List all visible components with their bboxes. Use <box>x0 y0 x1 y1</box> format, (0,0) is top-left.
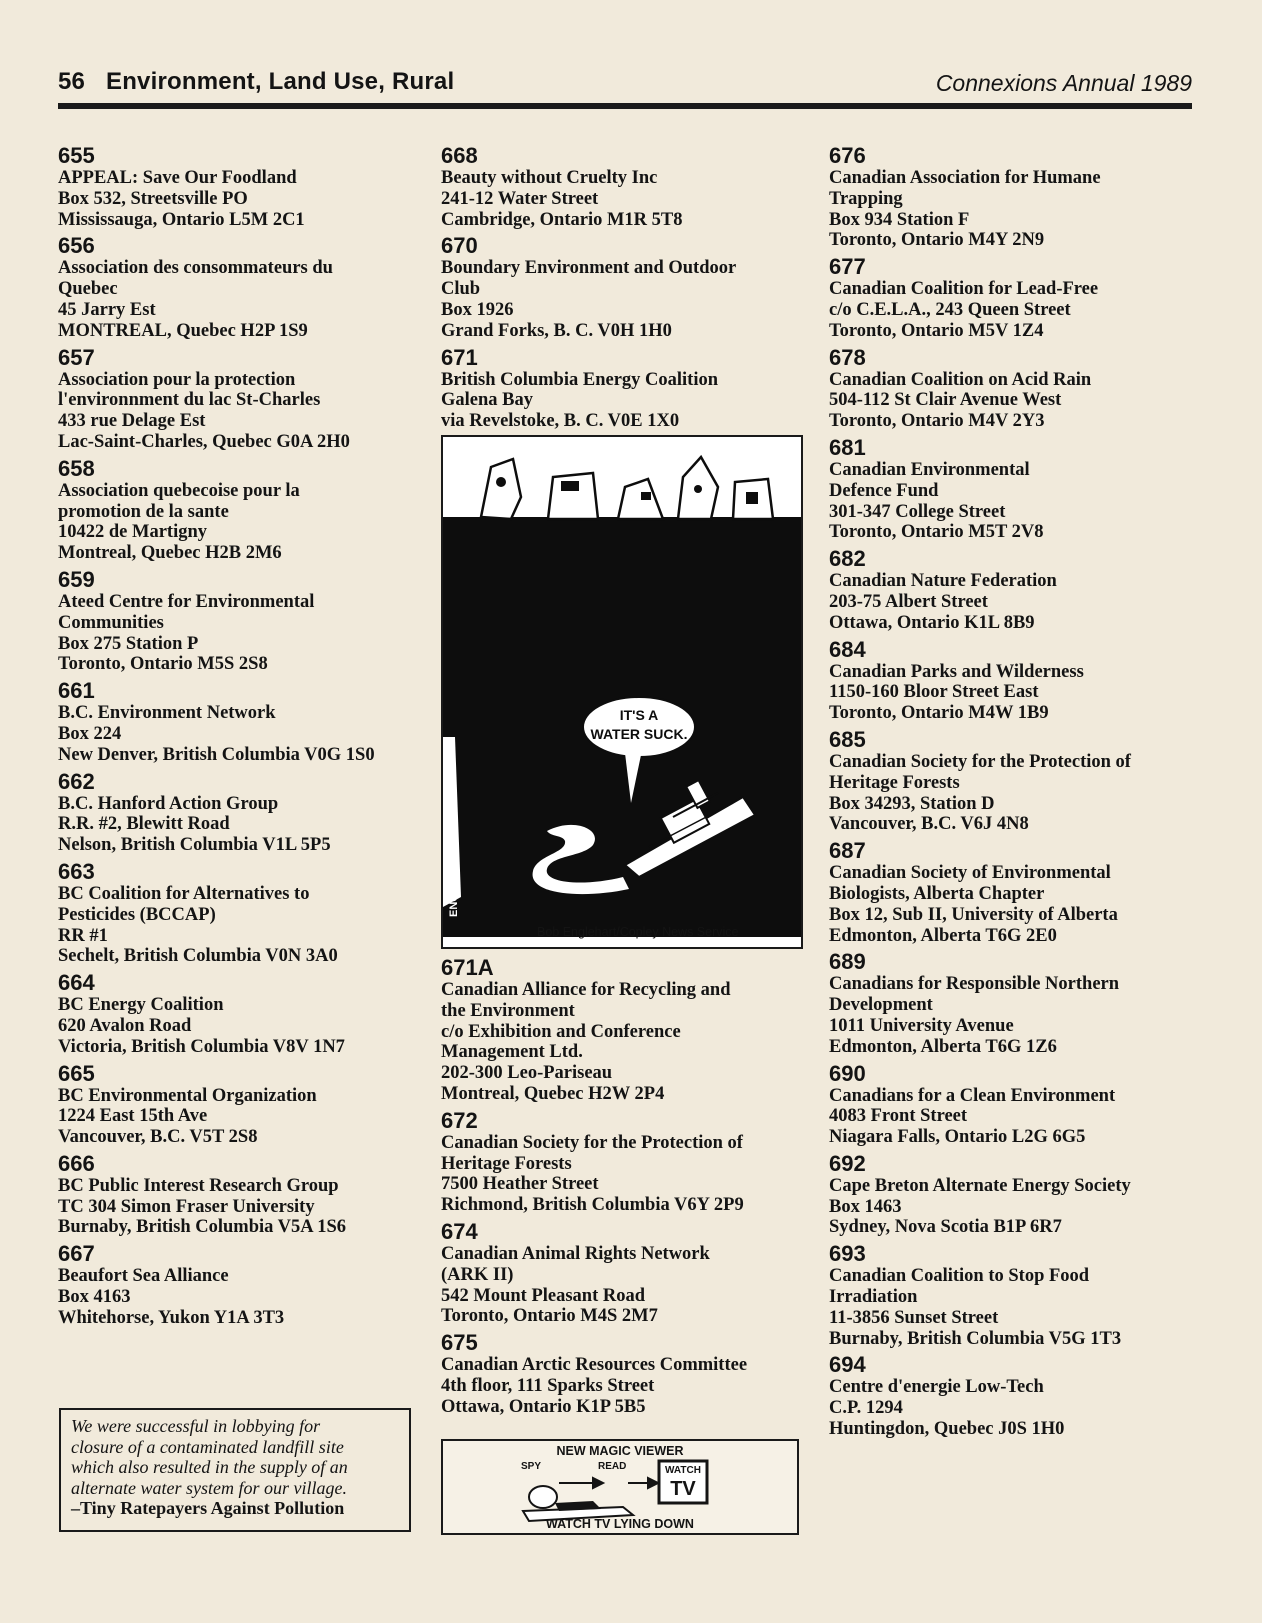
address-line: Box 1463 <box>829 1196 902 1217</box>
address-line: l'environnment du lac St-Charles <box>58 390 321 411</box>
entry-number: 655 <box>58 143 95 168</box>
organization-name: BC Public Interest Research Group <box>58 1175 339 1196</box>
entry-number: 662 <box>58 768 95 794</box>
directory-entry <box>58 970 428 1057</box>
entry-number: 671 <box>441 344 478 370</box>
viewer-watch-label: WATCH <box>665 1465 701 1476</box>
directory-entry <box>829 254 1199 341</box>
entry-number: 667 <box>58 1241 95 1267</box>
directory-entry <box>829 1061 1199 1148</box>
speech-bubble-line-2: WATER SUCK. <box>590 725 688 742</box>
address-line: Toronto, Ontario M5V 1Z4 <box>829 320 1044 341</box>
directory-entry <box>58 1061 428 1148</box>
address-line: Lac-Saint-Charles, Quebec G0A 2H0 <box>58 431 350 452</box>
organization-name: Canadian Alliance for Recycling and <box>441 979 731 1000</box>
address-line: Montreal, Quebec H2B 2M6 <box>58 543 282 564</box>
organization-name: Canadian Coalition for Lead-Free <box>829 279 1099 300</box>
address-line: 10422 de Martigny <box>58 522 208 543</box>
directory-entry <box>58 456 428 564</box>
organization-name: Canadian Arctic Resources Committee <box>441 1355 748 1376</box>
entry-number: 676 <box>829 143 866 168</box>
entry-number: 664 <box>58 970 95 996</box>
address-line: Toronto, Ontario M4W 1B9 <box>829 703 1049 724</box>
organization-name: Centre d'energie Low-Tech <box>829 1377 1044 1398</box>
entry-number: 681 <box>829 434 866 460</box>
directory-entry <box>829 345 1199 432</box>
organization-name: Canadians for Responsible Northern <box>829 974 1120 995</box>
address-line: 4083 Front Street <box>829 1106 968 1127</box>
cartoon-drawing <box>443 437 801 947</box>
entry-number: 663 <box>58 858 95 884</box>
quote-attribution: –Tiny Ratepayers Against Pollution <box>71 1498 345 1518</box>
directory-entry <box>829 838 1199 946</box>
address-line: Toronto, Ontario M4S 2M7 <box>441 1306 658 1327</box>
entry-number: 666 <box>58 1150 95 1176</box>
entry-number: 694 <box>829 1352 866 1378</box>
directory-entry <box>829 1352 1199 1439</box>
entry-number: 675 <box>441 1330 478 1356</box>
directory-entry <box>58 567 428 675</box>
address-line: New Denver, British Columbia V0G 1S0 <box>58 744 375 765</box>
directory-entry <box>58 143 428 230</box>
directory-entry <box>58 769 428 856</box>
address-line: Heritage Forests <box>441 1153 572 1174</box>
address-line: Management Ltd. <box>441 1042 583 1063</box>
quote-line: We were successful in lobbying for <box>71 1416 321 1436</box>
organization-name: Canadian Society of Environmental <box>829 863 1111 884</box>
address-line: Box 12, Sub II, University of Alberta <box>829 904 1118 925</box>
address-line: Cambridge, Ontario M1R 5T8 <box>441 209 683 230</box>
address-line: Vancouver, B.C. V5T 2S8 <box>58 1127 258 1148</box>
entry-number: 656 <box>58 233 95 259</box>
address-line: Toronto, Ontario M4V 2Y3 <box>829 411 1045 432</box>
directory-entry <box>441 1108 821 1216</box>
entry-number: 657 <box>58 344 95 370</box>
cartoon-credit: Bob Englehart/Copley News Service <box>537 924 739 939</box>
viewer-title: NEW MAGIC VIEWER <box>556 1444 684 1458</box>
organization-name: Canadians for a Clean Environment <box>829 1085 1116 1106</box>
address-line: TC 304 Simon Fraser University <box>58 1196 315 1217</box>
address-line: 620 Avalon Road <box>58 1015 192 1036</box>
quote-line: which also resulted in the supply of an <box>71 1457 348 1477</box>
directory-entry <box>829 727 1199 835</box>
address-line: Box 275 Station P <box>58 633 199 654</box>
viewer-spy-label: SPY <box>521 1461 542 1472</box>
entry-number: 672 <box>441 1107 478 1133</box>
editorial-cartoon <box>441 435 803 949</box>
address-line: 11-3856 Sunset Street <box>829 1307 999 1328</box>
entry-number: 685 <box>829 726 866 752</box>
address-line: Whitehorse, Yukon Y1A 3T3 <box>58 1307 285 1328</box>
address-line: 202-300 Leo-Pariseau <box>441 1063 613 1084</box>
organization-name: Association des consommateurs du <box>58 258 333 279</box>
address-line: Toronto, Ontario M5S 2S8 <box>58 654 268 675</box>
directory-entry <box>58 233 428 341</box>
column-2-bottom-entries <box>441 955 821 1418</box>
address-line: 1150-160 Bloor Street East <box>829 682 1039 703</box>
address-line: c/o C.E.L.A., 243 Queen Street <box>829 299 1071 320</box>
entry-number: 684 <box>829 636 866 662</box>
entry-number: 693 <box>829 1241 866 1267</box>
organization-name: Boundary Environment and Outdoor <box>441 258 737 279</box>
organization-name: Canadian Coalition on Acid Rain <box>829 369 1092 390</box>
entry-number: 670 <box>441 233 478 259</box>
organization-name: Canadian Coalition to Stop Food <box>829 1266 1090 1287</box>
organization-name: B.C. Environment Network <box>58 703 276 724</box>
quote-line: closure of a contaminated landfill site <box>71 1436 344 1457</box>
organization-name: Beauty without Cruelty Inc <box>441 168 658 188</box>
directory-entry <box>441 1219 821 1327</box>
organization-name: Canadian Society for the Protection of <box>441 1132 743 1153</box>
address-line: Development <box>829 995 933 1016</box>
address-line: Grand Forks, B. C. V0H 1H0 <box>441 320 672 341</box>
organization-name: BC Environmental Organization <box>58 1085 317 1106</box>
address-line: Toronto, Ontario M4Y 2N9 <box>829 230 1045 251</box>
organization-name: B.C. Hanford Action Group <box>58 793 279 814</box>
address-line: Box 224 <box>58 723 122 744</box>
address-line: 301-347 College Street <box>829 501 1006 522</box>
organization-name: Canadian Association for Humane <box>829 168 1101 188</box>
page-number: 56 <box>58 68 86 95</box>
viewer-caption: WATCH TV LYING DOWN <box>546 1517 694 1531</box>
quote-line: alternate water system for our village. <box>71 1477 347 1498</box>
address-line: RR #1 <box>58 925 108 946</box>
directory-entry <box>58 345 428 453</box>
address-line: Burnaby, British Columbia V5G 1T3 <box>829 1328 1122 1349</box>
cartoon-signature: ENGLEHART <box>448 848 460 917</box>
directory-entry <box>58 1151 428 1238</box>
organization-name: Canadian Environmental <box>829 459 1030 480</box>
directory-entry <box>441 233 821 341</box>
address-line: Niagara Falls, Ontario L2G 6G5 <box>829 1127 1086 1148</box>
column-1 <box>58 143 428 1332</box>
organization-name: BC Coalition for Alternatives to <box>58 883 310 904</box>
speech-bubble-line-1: IT'S A <box>619 706 659 723</box>
address-line: 4th floor, 111 Sparks Street <box>441 1375 655 1396</box>
entry-number: 682 <box>829 546 866 572</box>
address-line: Box 1926 <box>441 299 514 320</box>
entry-number: 668 <box>441 143 478 168</box>
address-line: Pesticides (BCCAP) <box>58 904 216 925</box>
organization-name: Beaufort Sea Alliance <box>58 1266 229 1287</box>
address-line: Edmonton, Alberta T6G 2E0 <box>829 925 1057 946</box>
organization-name: British Columbia Energy Coalition <box>441 369 719 390</box>
directory-entry <box>58 1241 428 1328</box>
address-line: 1224 East 15th Ave <box>58 1106 208 1127</box>
directory-entry <box>829 949 1199 1057</box>
organization-name: Cape Breton Alternate Energy Society <box>829 1175 1131 1196</box>
directory-entry <box>441 345 821 432</box>
column-2-top-entries <box>441 143 821 432</box>
address-line: Quebec <box>58 279 118 300</box>
directory-entry <box>829 143 1199 251</box>
column-3 <box>829 143 1199 1443</box>
directory-entry <box>829 637 1199 724</box>
address-line: Biologists, Alberta Chapter <box>829 883 1045 904</box>
address-line: 504-112 St Clair Avenue West <box>829 390 1062 411</box>
address-line: the Environment <box>441 1000 575 1021</box>
address-line: Heritage Forests <box>829 772 960 793</box>
entry-number: 690 <box>829 1060 866 1086</box>
address-line: (ARK II) <box>441 1264 514 1285</box>
directory-entry <box>441 955 821 1105</box>
header-rule <box>58 103 1192 109</box>
organization-name: Ateed Centre for Environmental <box>58 591 315 612</box>
entry-number: 659 <box>58 566 95 592</box>
address-line: Montreal, Quebec H2W 2P4 <box>441 1083 665 1104</box>
entry-number: 658 <box>58 455 95 481</box>
address-line: Edmonton, Alberta T6G 1Z6 <box>829 1036 1057 1057</box>
address-line: Ottawa, Ontario K1L 8B9 <box>829 612 1035 633</box>
address-line: promotion de la sante <box>58 501 229 522</box>
page-header-left <box>58 68 454 96</box>
address-line: 7500 Heather Street <box>441 1174 599 1195</box>
address-line: Trapping <box>829 188 903 209</box>
address-line: Box 34293, Station D <box>829 793 995 814</box>
address-line: Box 532, Streetsville PO <box>58 188 248 209</box>
address-line: MONTREAL, Quebec H2P 1S9 <box>58 320 308 341</box>
directory-entry <box>829 1151 1199 1238</box>
directory-entry <box>829 546 1199 633</box>
address-line: c/o Exhibition and Conference <box>441 1021 681 1042</box>
address-line: Sechelt, British Columbia V0N 3A0 <box>58 946 338 967</box>
entry-number: 689 <box>829 949 866 975</box>
organization-name: Association pour la protection <box>58 369 296 390</box>
organization-name: Canadian Nature Federation <box>829 571 1057 592</box>
magic-viewer-ad <box>441 1439 799 1535</box>
entry-number: 692 <box>829 1150 866 1176</box>
address-line: C.P. 1294 <box>829 1398 903 1419</box>
entry-number: 661 <box>58 678 95 704</box>
address-line: Galena Bay <box>441 390 533 411</box>
address-line: Club <box>441 279 481 300</box>
entry-number: 671A <box>441 954 494 980</box>
directory-entry <box>58 859 428 967</box>
address-line: Toronto, Ontario M5T 2V8 <box>829 522 1044 543</box>
address-line: 433 rue Delage Est <box>58 411 206 432</box>
address-line: Nelson, British Columbia V1L 5P5 <box>58 835 331 856</box>
organization-name: Association quebecoise pour la <box>58 480 300 501</box>
address-line: 542 Mount Pleasant Road <box>441 1285 646 1306</box>
address-line: Sydney, Nova Scotia B1P 6R7 <box>829 1217 1062 1238</box>
organization-name: BC Energy Coalition <box>58 995 224 1016</box>
address-line: Huntingdon, Quebec J0S 1H0 <box>829 1419 1065 1440</box>
address-line: Victoria, British Columbia V8V 1N7 <box>58 1036 345 1057</box>
viewer-tv-label: TV <box>670 1478 696 1500</box>
address-line: Defence Fund <box>829 480 939 501</box>
directory-entry <box>441 143 821 230</box>
publication-title: Connexions Annual 1989 <box>935 70 1192 96</box>
organization-name: APPEAL: Save Our Foodland <box>58 168 297 188</box>
address-line: R.R. #2, Blewitt Road <box>58 814 230 835</box>
address-line: Ottawa, Ontario K1P 5B5 <box>441 1396 646 1417</box>
column-2 <box>441 143 821 1421</box>
address-line: Box 934 Station F <box>829 209 970 230</box>
address-line: Richmond, British Columbia V6Y 2P9 <box>441 1195 744 1216</box>
directory-entry <box>441 1330 821 1417</box>
address-line: 45 Jarry Est <box>58 299 156 320</box>
address-line: Irradiation <box>829 1287 918 1308</box>
address-line: Box 4163 <box>58 1287 131 1308</box>
organization-name: Canadian Society for the Protection of <box>829 751 1131 772</box>
directory-entry <box>58 678 428 765</box>
entry-number: 677 <box>829 254 866 280</box>
section-title: Environment, Land Use, Rural <box>105 68 455 95</box>
directory-entry <box>829 1241 1199 1349</box>
organization-name: Canadian Animal Rights Network <box>441 1243 710 1264</box>
entry-number: 687 <box>829 838 866 864</box>
address-line: 241-12 Water Street <box>441 188 599 209</box>
address-line: Mississauga, Ontario L5M 2C1 <box>58 209 305 230</box>
address-line: 1011 University Avenue <box>829 1015 1014 1036</box>
address-line: 203-75 Albert Street <box>829 591 988 612</box>
directory-entry <box>829 435 1199 543</box>
entry-number: 674 <box>441 1218 478 1244</box>
entry-number: 678 <box>829 344 866 370</box>
address-line: via Revelstoke, B. C. V0E 1X0 <box>441 411 680 432</box>
address-line: Communities <box>58 612 164 633</box>
testimonial-box <box>59 1408 411 1532</box>
viewer-read-label: READ <box>598 1461 627 1472</box>
address-line: Vancouver, B.C. V6J 4N8 <box>829 814 1029 835</box>
entry-number: 665 <box>58 1060 95 1086</box>
address-line: Burnaby, British Columbia V5A 1S6 <box>58 1217 347 1238</box>
organization-name: Canadian Parks and Wilderness <box>829 661 1084 682</box>
